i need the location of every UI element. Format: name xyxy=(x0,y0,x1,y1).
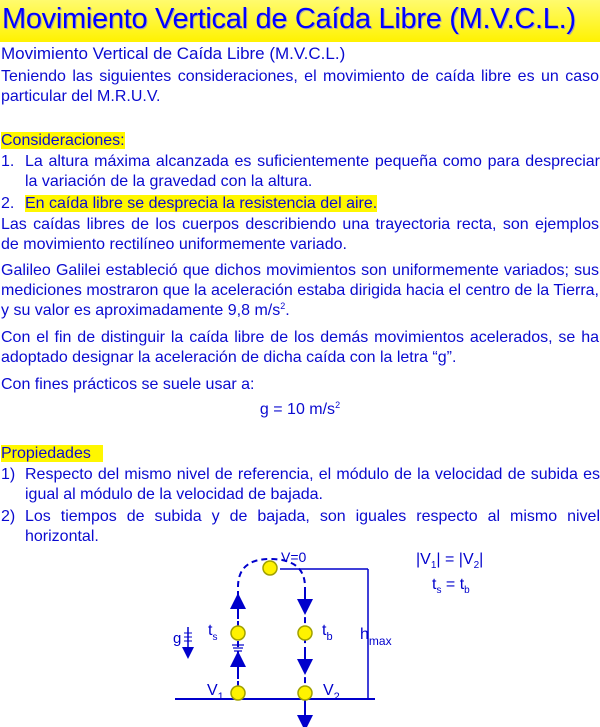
consideration-item xyxy=(1,152,600,192)
paragraph-3: Con el fin de distinguir la caída libre de los demás movimientos acelerados, se ha adoptado designar la aceleración de dicha caída con la letra “g”. xyxy=(1,329,599,366)
label-v-zero: V=0 xyxy=(281,549,307,565)
consideration-item xyxy=(1,194,600,214)
paragraph-1: Las caídas libres de los cuerpos describiendo una trayectoria recta, son ejemplos de movimiento rectilíneo uniformemente variado. xyxy=(1,216,599,253)
ball-ascending xyxy=(231,626,245,640)
ball-descending xyxy=(298,626,312,640)
item-number: 1) xyxy=(1,466,16,483)
ball-top xyxy=(263,561,277,575)
item-number: 2) xyxy=(1,508,16,525)
exponent: 2 xyxy=(280,301,286,311)
subtitle: Movimiento Vertical de Caída Libre (M.V.C.L.) xyxy=(1,44,346,63)
label-hmax: $h_{max}$ xyxy=(360,626,392,648)
item-text: En caída libre se desprecia la resistencia del aire. xyxy=(25,195,378,212)
label-tb: $t_b$ xyxy=(322,622,333,643)
formula-exponent: 2 xyxy=(335,400,341,410)
item-text-wrap xyxy=(25,194,377,214)
label-ts: $t_s$ xyxy=(208,622,218,643)
formula xyxy=(1,400,599,420)
equation-velocity: $|V_1| = |V_2|$ xyxy=(416,551,484,571)
item-text: La altura máxima alcanzada es suficientemente pequeña como para despreciar la variación de la gravedad con la altura. xyxy=(25,153,600,190)
label-v1: $V_1$ xyxy=(207,682,224,703)
paragraph-2 xyxy=(1,261,599,321)
property-item xyxy=(1,507,600,547)
intro-text: Teniendo las siguientes consideraciones, el movimiento de caída libre es un caso particular del M.R.U.V. xyxy=(1,68,599,105)
item-text: Respecto del mismo nivel de referencia, el módulo de la velocidad de subida es igual al módulo de la velocidad de bajada. xyxy=(25,466,600,503)
label-v2: $V_2$ xyxy=(323,682,340,703)
considerations-heading xyxy=(1,131,599,151)
equation-time: $t_s = t_b$ xyxy=(432,576,470,596)
properties-heading xyxy=(1,444,599,464)
considerations-heading-text: Consideraciones: xyxy=(1,132,125,149)
trajectory-path xyxy=(238,559,305,697)
paragraph-2-text: Galileo Galilei estableció que dichos movimientos son uniformemente variados; sus mediciones mostraron que la aceleración estaba dirigida hacia el centro de la Tierra, y su valor es aproximadamente 9,8 m/s xyxy=(1,262,599,319)
property-item xyxy=(1,465,600,505)
ball-start xyxy=(231,686,245,700)
free-fall-diagram xyxy=(0,547,600,727)
title-banner xyxy=(0,0,600,42)
formula-text: g = 10 m/s xyxy=(259,401,336,418)
page-title: Movimiento Vertical de Caída Libre (M.V.C.L.) xyxy=(2,3,576,35)
label-g: g xyxy=(173,630,182,647)
ball-end xyxy=(298,686,312,700)
item-text: Los tiempos de subida y de bajada, son iguales respecto al mismo nivel horizontal. xyxy=(25,508,600,545)
paragraph-4: Con fines prácticos se suele usar a: xyxy=(1,376,255,393)
item-number: 2. xyxy=(1,195,15,212)
properties-heading-text: Propiedades xyxy=(1,445,103,462)
item-number: 1. xyxy=(1,153,15,170)
paragraph-2-end: . xyxy=(285,302,290,319)
